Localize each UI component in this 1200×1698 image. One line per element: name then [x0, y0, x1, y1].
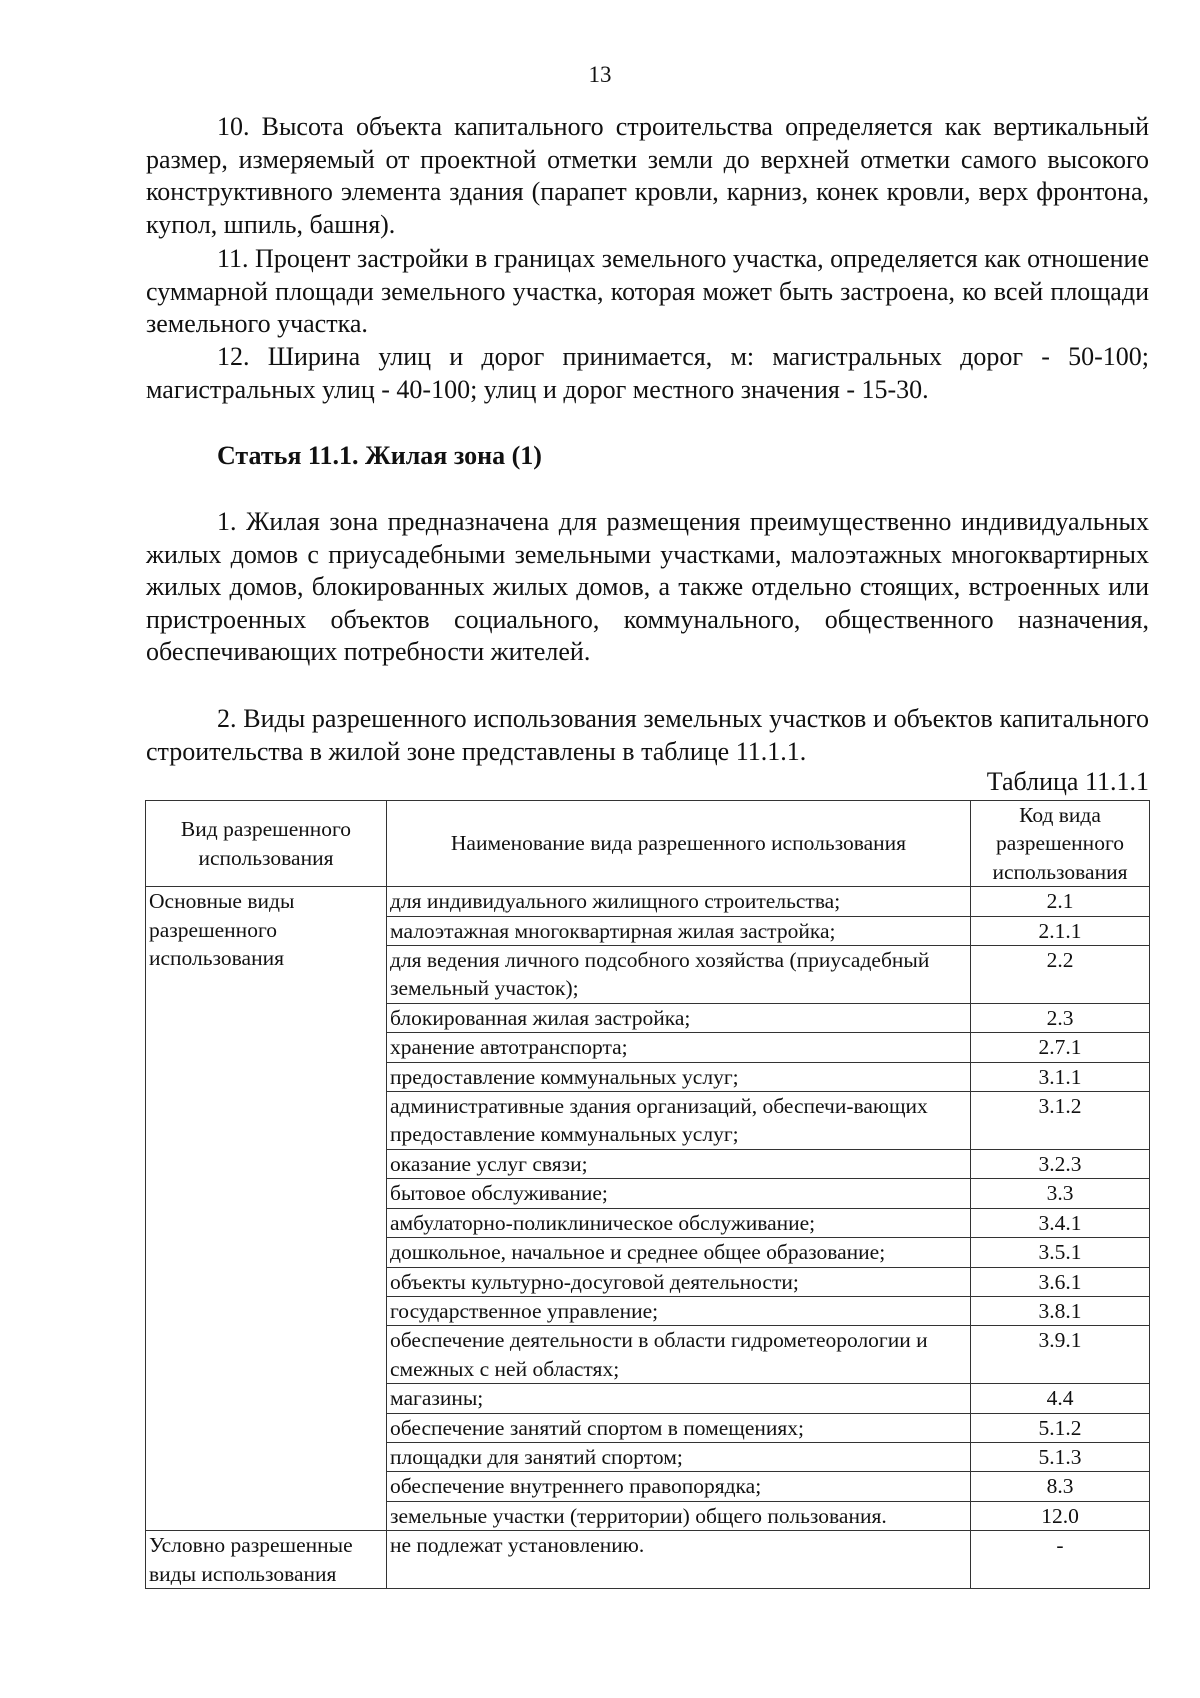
- use-code-cell: 3.2.3: [971, 1149, 1150, 1178]
- use-code-cell: 2.2: [971, 946, 1150, 1004]
- use-name-cell: для ведения личного подсобного хозяйства (приусадебный земельный участок);: [387, 946, 971, 1004]
- use-name-cell: предоставление коммунальных услуг;: [387, 1062, 971, 1091]
- paragraph-article-2: 2. Виды разрешенного использования земельных участков и объектов капитального строительства в жилой зоне представлены в таблице 11.1.1.: [146, 704, 1149, 766]
- use-name-cell: хранение автотранспорта;: [387, 1033, 971, 1062]
- use-code-cell: 3.9.1: [971, 1326, 1150, 1384]
- use-code-cell: 3.3: [971, 1179, 1150, 1208]
- table-row-conditional: [146, 1531, 1150, 1589]
- use-name-cell: государственное управление;: [387, 1296, 971, 1325]
- paragraph-10: 10. Высота объекта капитального строительства определяется как вертикальный размер, измеряемый от проектной отметки земли до верхней отметки самого высокого конструктивного элемента здания (парапет кровли, карниз, конек кровли, верх фронтона, купол, шпиль, башня).: [146, 112, 1149, 239]
- use-name-cell: оказание услуг связи;: [387, 1149, 971, 1178]
- use-name-cell: бытовое обслуживание;: [387, 1179, 971, 1208]
- group-main-cell: Основные виды разрешенного использования: [146, 887, 387, 1531]
- use-name-cell: для индивидуального жилищного строительства;: [387, 887, 971, 916]
- use-name-cell: земельные участки (территории) общего пользования.: [387, 1501, 971, 1530]
- use-name-cell: магазины;: [387, 1384, 971, 1413]
- paragraph-11: 11. Процент застройки в границах земельного участка, определяется как отношение суммарной площади земельного участка, которая может быть застроена, ко всей площади земельного участка.: [146, 244, 1149, 339]
- use-name-cell: амбулаторно-поликлиническое обслуживание;: [387, 1208, 971, 1237]
- use-code-cell: -: [971, 1531, 1150, 1589]
- paragraph-12: 12. Ширина улиц и дорог принимается, м: магистральных дорог - 50-100; магистральных улиц - 40-100; улиц и дорог местного значения - 15-30.: [146, 342, 1149, 404]
- use-name-cell: обеспечение занятий спортом в помещениях;: [387, 1413, 971, 1442]
- use-name-cell: площадки для занятий спортом;: [387, 1442, 971, 1471]
- page-number: 13: [588, 62, 612, 87]
- group-conditional-cell: Условно разрешенные виды использования: [146, 1531, 387, 1589]
- use-code-cell: 8.3: [971, 1472, 1150, 1501]
- table-caption: Таблица 11.1.1: [986, 767, 1149, 796]
- table-row: [146, 887, 1150, 916]
- use-code-cell: 5.1.2: [971, 1413, 1150, 1442]
- use-code-cell: 2.7.1: [971, 1033, 1150, 1062]
- header-use-code: Код вида разрешенного использования: [971, 801, 1150, 887]
- use-code-cell: 2.1.1: [971, 916, 1150, 945]
- use-name-cell: обеспечение деятельности в области гидрометеорологии и смежных с ней областях;: [387, 1326, 971, 1384]
- use-name-cell: объекты культурно-досуговой деятельности;: [387, 1267, 971, 1296]
- header-use-type: Вид разрешенного использования: [146, 801, 387, 887]
- use-code-cell: 4.4: [971, 1384, 1150, 1413]
- use-code-cell: 3.1.1: [971, 1062, 1150, 1091]
- use-code-cell: 5.1.3: [971, 1442, 1150, 1471]
- use-code-cell: 12.0: [971, 1501, 1150, 1530]
- use-name-cell: дошкольное, начальное и среднее общее образование;: [387, 1238, 971, 1267]
- use-name-cell: обеспечение внутреннего правопорядка;: [387, 1472, 971, 1501]
- paragraph-article-1: 1. Жилая зона предназначена для размещения преимущественно индивидуальных жилых домов с приусадебными земельными участками, малоэтажных многоквартирных жилых домов, блокированных жилых домов, а также отдельно стоящих, встроенных или пристроенных объектов социального, коммунального, общественного назначения, обеспечивающих потребности жителей.: [146, 507, 1149, 667]
- use-code-cell: 2.1: [971, 887, 1150, 916]
- table-header-row: [146, 801, 1150, 887]
- header-use-name: Наименование вида разрешенного использования: [387, 801, 971, 887]
- use-code-cell: 2.3: [971, 1003, 1150, 1032]
- use-name-cell: малоэтажная многоквартирная жилая застройка;: [387, 916, 971, 945]
- land-use-table: [145, 800, 1150, 1589]
- use-code-cell: 3.4.1: [971, 1208, 1150, 1237]
- use-name-cell: блокированная жилая застройка;: [387, 1003, 971, 1032]
- use-name-cell: административные здания организаций, обеспечи-вающих предоставление коммунальных услуг;: [387, 1092, 971, 1150]
- use-name-cell: не подлежат установлению.: [387, 1531, 971, 1589]
- use-code-cell: 3.8.1: [971, 1296, 1150, 1325]
- article-heading: Статья 11.1. Жилая зона (1): [217, 441, 542, 470]
- use-code-cell: 3.6.1: [971, 1267, 1150, 1296]
- use-code-cell: 3.5.1: [971, 1238, 1150, 1267]
- use-code-cell: 3.1.2: [971, 1092, 1150, 1150]
